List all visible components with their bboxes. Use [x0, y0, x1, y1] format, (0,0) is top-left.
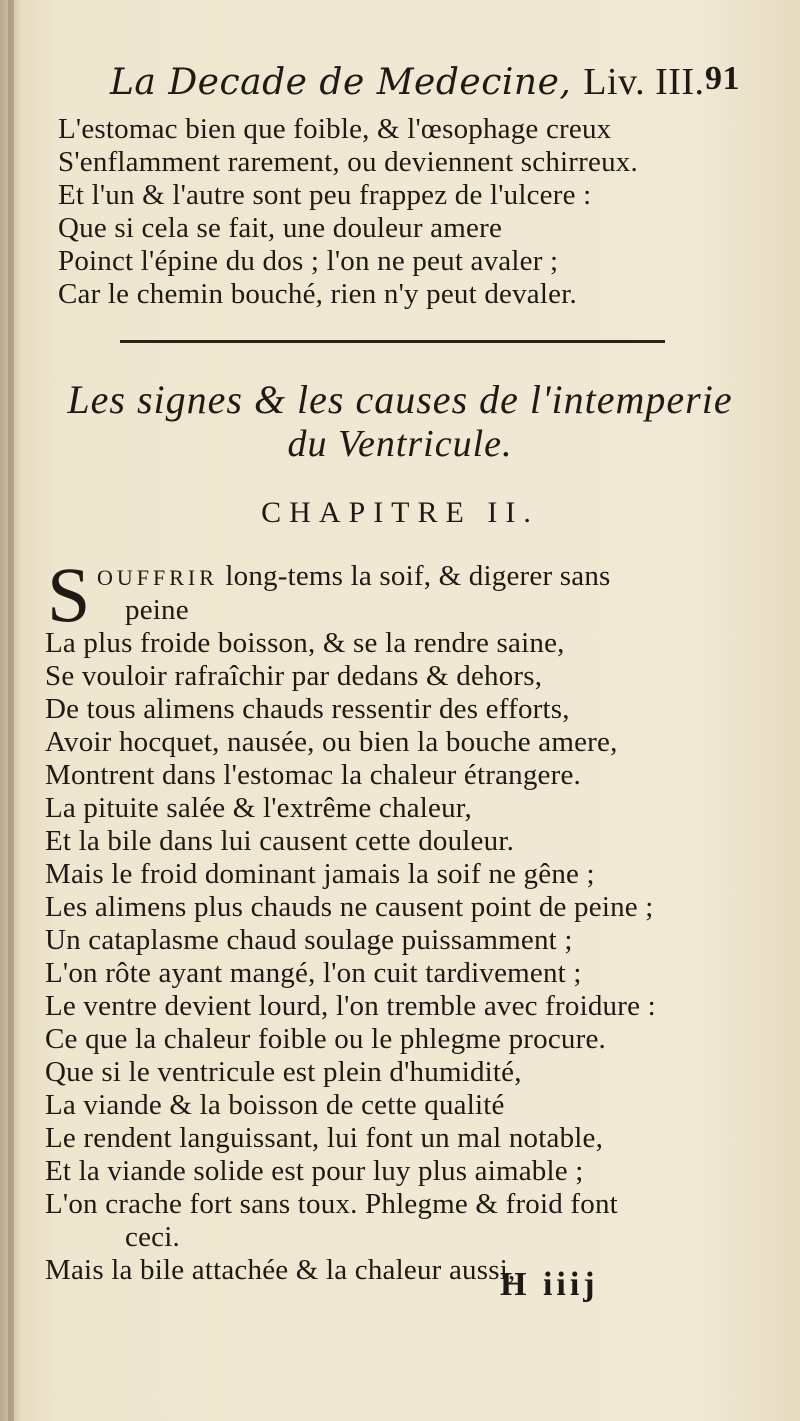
verse-line: Le rendent languissant, lui font un mal notable, [45, 1122, 604, 1154]
verse-line: Que si le ventricule est plein d'humidité, [45, 1056, 522, 1088]
verse-line: Mais le froid dominant jamais la soif ne gêne ; [45, 858, 595, 890]
running-title: La Decade de Medecine, [110, 62, 572, 103]
signature-mark: H iiij [500, 1266, 599, 1303]
verse-continuation: ceci. [125, 1221, 180, 1253]
verse-line: Et la viande solide est pour luy plus aimable ; [45, 1155, 584, 1187]
book-number: Liv. III. [583, 61, 705, 103]
verse-line: Mais la bile attachée & la chaleur aussi, [45, 1254, 516, 1286]
verse-line: Avoir hocquet, nausée, ou bien la bouche amere, [45, 726, 618, 758]
continuation-text: peine [125, 594, 189, 626]
verse-continuation [45, 594, 765, 627]
verse-line: Que si cela se fait, une douleur amere [58, 212, 503, 244]
verse-line: La plus froide boisson, & se la rendre saine, [45, 627, 565, 659]
verse-line: La viande & la boisson de cette qualité [45, 1089, 505, 1121]
drop-cap: S [47, 551, 91, 638]
verse-line: Se vouloir rafraîchir par dedans & dehors, [45, 660, 543, 692]
section-title-line-2: du Ventricule. [287, 423, 513, 465]
chapter-heading: CHAPITRE II. [261, 496, 539, 529]
verse-line: L'on rôte ayant mangé, l'on cuit tardivement ; [45, 957, 582, 989]
first-verse-line [45, 560, 765, 594]
verse-line: L'on crache fort sans toux. Phlegme & froid font [45, 1188, 618, 1220]
verse-line: Un cataplasme chaud soulage puissamment ; [45, 924, 573, 956]
verse-line: Et l'un & l'autre sont peu frappez de l'ulcere : [58, 179, 592, 211]
verse-line: L'estomac bien que foible, & l'œsophage creux [58, 113, 612, 145]
verse-line: S'enflamment rarement, ou deviennent schirreux. [58, 146, 638, 178]
folio-number: 91 [705, 60, 740, 97]
verse-line: De tous alimens chauds ressentir des efforts, [45, 693, 570, 725]
top-verses [58, 113, 758, 311]
verse-line: Poinct l'épine du dos ; l'on ne peut avaler ; [58, 245, 559, 277]
verse-line: La pituite salée & l'extrême chaleur, [45, 792, 472, 824]
verse-line: Les alimens plus chauds ne causent point de peine ; [45, 891, 654, 923]
first-line-text: long-tems la soif, & digerer sans [225, 560, 611, 592]
verse-line: Et la bile dans lui causent cette douleur. [45, 825, 515, 857]
section-title-line-1: Les signes & les causes de l'intemperie [67, 377, 733, 422]
running-header [110, 60, 740, 112]
verse-line: Ce que la chaleur foible ou le phlegme procure. [45, 1023, 606, 1055]
chapter-verses [45, 551, 765, 1287]
first-word: OUFFRIR [97, 565, 218, 590]
binding-gutter [8, 0, 14, 1421]
verse-line: Le ventre devient lourd, l'on tremble avec froidure : [45, 990, 656, 1022]
verse-line: Car le chemin bouché, rien n'y peut devaler. [58, 278, 577, 310]
section-rule [120, 340, 665, 343]
verse-line: Montrent dans l'estomac la chaleur étrangere. [45, 759, 581, 791]
